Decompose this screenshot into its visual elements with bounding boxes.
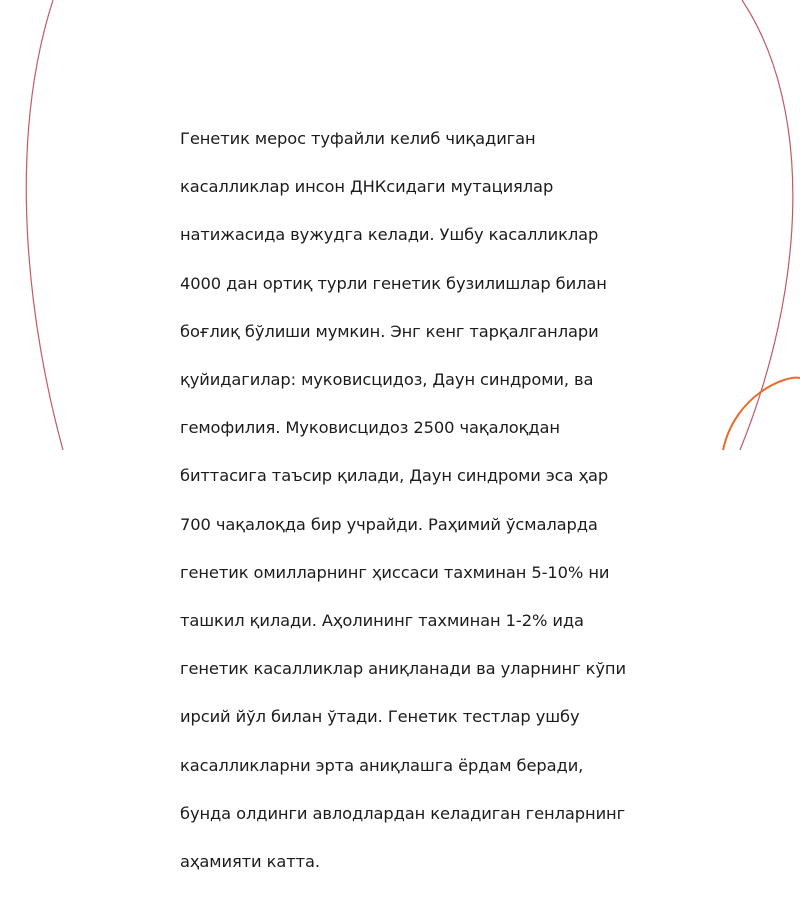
paragraph-line: касалликларни эрта аниқлашга ёрдам беради, — [180, 755, 584, 775]
paragraph-line: касалликлар инсон ДНКсидаги мутациялар — [180, 177, 554, 197]
body-paragraph — [180, 103, 630, 898]
paragraph-line: қуйидагилар: муковисцидоз, Даун синдроми, ва — [180, 370, 594, 390]
paragraph-line: генетик касалликлар аниқланади ва уларнинг кўпи — [180, 659, 626, 679]
paragraph-line: 4000 дан ортиқ турли генетик бузилишлар билан — [180, 273, 607, 293]
paragraph-line: биттасига таъсир қилади, Даун синдроми эса ҳар — [180, 466, 609, 486]
paragraph-line: генетик омилларнинг ҳиссаси тахминан 5-10% ни — [180, 562, 610, 582]
right-arc-line — [740, 0, 793, 450]
paragraph-line: 700 чақалоқда бир учрайди. Раҳимий ўсмаларда — [180, 514, 598, 534]
paragraph-line: натижасида вужудга келади. Ушбу касалликлар — [180, 225, 599, 245]
paragraph-line: гемофилия. Муковисцидоз 2500 чақалоқдан — [180, 418, 560, 438]
paragraph-line: ирсий йўл билан ўтади. Генетик тестлар ушбу — [180, 707, 580, 727]
paragraph-line: ташкил қилади. Аҳолининг тахминан 1-2% ида — [180, 610, 584, 630]
paragraph-line: боғлиқ бўлиши мумкин. Энг кенг тарқалганлари — [180, 321, 599, 341]
left-arc-line — [26, 0, 63, 450]
paragraph-line: Генетик мерос туфайли келиб чиқадиган — [180, 129, 536, 149]
paragraph-line: бунда олдинги авлодлардан келадиган генларнинг — [180, 803, 626, 823]
paragraph-line: аҳамияти катта. — [180, 851, 320, 871]
